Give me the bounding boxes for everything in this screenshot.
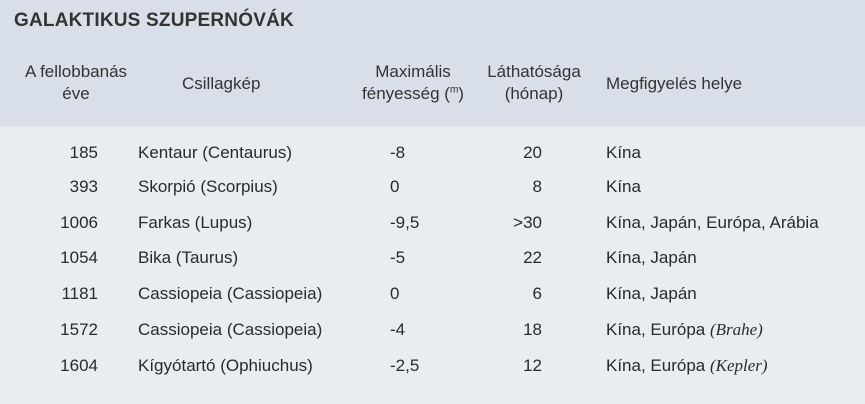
header-magnitude xyxy=(348,61,478,105)
cell-visibility: 12 xyxy=(523,356,542,375)
cell-constellation: Cassiopeia (Cassiopeia) xyxy=(138,284,323,303)
table-body xyxy=(0,126,865,404)
cell-visibility: 22 xyxy=(523,248,542,267)
header-year xyxy=(12,61,140,105)
table-title: GALAKTIKUS SZUPERNÓVÁK xyxy=(14,10,294,31)
cell-year: 1604 xyxy=(60,356,98,375)
cell-place xyxy=(606,313,763,347)
table-header xyxy=(0,52,865,126)
header-visibility-line2: (hónap) xyxy=(504,84,564,103)
cell-magnitude: -4 xyxy=(390,320,406,339)
cell-year: 1181 xyxy=(61,284,98,303)
table-row xyxy=(0,313,865,347)
cell-year: 1572 xyxy=(60,320,98,339)
table-row xyxy=(0,349,865,383)
cell-magnitude: -5 xyxy=(390,248,406,267)
header-magnitude-close: ) xyxy=(458,84,464,103)
cell-place-text: Kína xyxy=(606,177,641,196)
cell-place-note: (Brahe) xyxy=(709,320,763,339)
table-row xyxy=(0,241,865,275)
cell-constellation: Bika (Taurus) xyxy=(138,248,239,267)
cell-visibility: 18 xyxy=(523,320,542,339)
cell-place xyxy=(606,349,768,383)
header-magnitude-text: fényesség ( xyxy=(362,84,450,103)
cell-year: 1006 xyxy=(60,213,98,232)
cell-constellation: Farkas (Lupus) xyxy=(138,213,253,232)
header-magnitude-unit: m xyxy=(449,84,459,96)
cell-magnitude: -8 xyxy=(390,143,406,162)
table-row xyxy=(0,136,865,170)
cell-year: 185 xyxy=(69,143,98,162)
cell-place xyxy=(606,170,641,204)
cell-place-text: Kína, Japán xyxy=(606,284,697,303)
cell-place-note: (Kepler) xyxy=(709,356,768,375)
cell-year: 393 xyxy=(69,177,98,196)
cell-place xyxy=(606,277,697,311)
cell-magnitude: -2,5 xyxy=(390,356,420,375)
cell-place xyxy=(606,136,641,170)
cell-place xyxy=(606,241,697,275)
header-year-line2: éve xyxy=(62,84,90,103)
header-year-line1: A fellobbanás xyxy=(24,62,128,81)
cell-visibility: >30 xyxy=(513,213,542,232)
table-row xyxy=(0,277,865,311)
cell-visibility: 20 xyxy=(523,143,542,162)
header-visibility-line1: Láthatósága xyxy=(487,62,581,81)
header-place: Megfigyelés helye xyxy=(606,74,743,93)
header-constellation: Csillagkép xyxy=(182,74,261,93)
cell-place-text: Kína xyxy=(606,143,641,162)
cell-magnitude: 0 xyxy=(390,177,400,196)
cell-visibility: 8 xyxy=(532,177,542,196)
cell-constellation: Cassiopeia (Cassiopeia) xyxy=(138,320,323,339)
cell-place-text: Kína, Japán, Európa, Arábia xyxy=(606,213,819,232)
table-row xyxy=(0,170,865,204)
header-visibility xyxy=(474,61,594,105)
cell-place-text: Kína, Japán xyxy=(606,248,697,267)
cell-constellation: Kígyótartó (Ophiuchus) xyxy=(138,356,313,375)
header-magnitude-line2 xyxy=(348,83,478,105)
table-row xyxy=(0,206,865,240)
cell-constellation: Skorpió (Scorpius) xyxy=(138,177,278,196)
header-magnitude-line1: Maximális xyxy=(375,62,451,81)
cell-place xyxy=(606,206,819,240)
cell-visibility: 6 xyxy=(532,284,542,303)
cell-year: 1054 xyxy=(60,248,98,267)
cell-magnitude: 0 xyxy=(390,284,400,303)
cell-place-text: Kína, Európa xyxy=(606,320,710,339)
cell-place-text: Kína, Európa xyxy=(606,356,710,375)
cell-constellation: Kentaur (Centaurus) xyxy=(138,143,293,162)
cell-magnitude: -9,5 xyxy=(390,213,420,232)
